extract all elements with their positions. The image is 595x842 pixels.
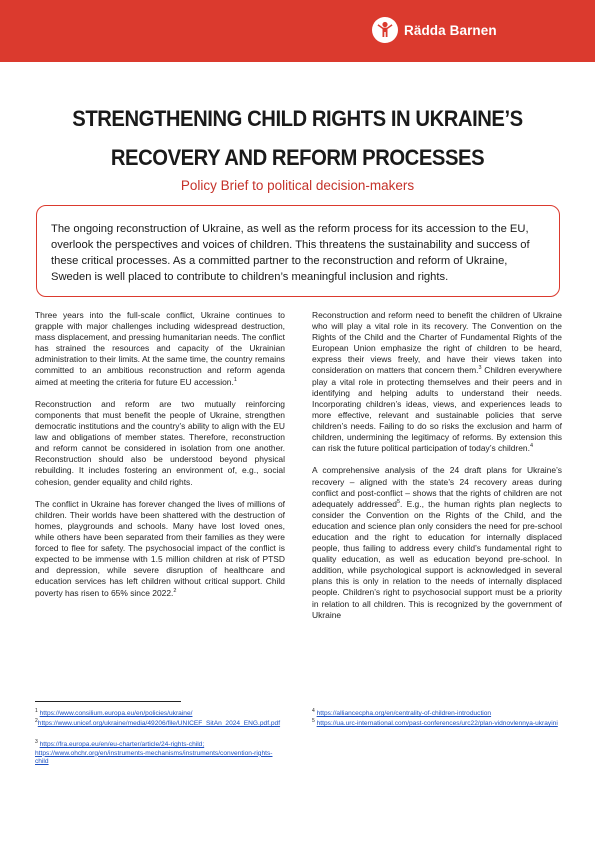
- left-column: [35, 310, 285, 610]
- summary-callout: [36, 205, 560, 297]
- footnote-2: [35, 717, 285, 729]
- footnote-link[interactable]: https://fra.europa.eu/en/eu-charter/article/24-rights-child;: [39, 741, 205, 749]
- paragraph-text: The conflict in Ukraine has forever changed the lives of millions of children. Their worlds have been shattered with the destruction of homes, playgrounds and schools. Many have lost loved ones, while others have been separated from their families as they were forced to flee for safety. The psychosocial impact of the conflict is expected to be immense with 1.5 million children at risk of PTSD and depression, while severe disruption of healthcare and education services has left children without critical support. Child poverty has risen to 65% since 2022.: [35, 498, 285, 598]
- brand-name: Rädda Barnen: [404, 22, 497, 38]
- footnote-divider: [35, 701, 181, 702]
- footnote-ref[interactable]: 3: [478, 365, 482, 372]
- footnote-number: 5: [312, 718, 315, 724]
- paragraph-text: A comprehensive analysis of the 24 draft plans for Ukraine’s recovery – aligned with the state’s 24 recovery areas during conflict and post-conflict – shows that the rights of children are not adequately addressed: [312, 465, 562, 509]
- footnote-5: [312, 717, 562, 729]
- summary-text: The ongoing reconstruction of Ukraine, as well as the reform process for its accession to the EU, overlook the perspectives and voices of children. This threatens the sustainability and success of these critical processes. As a committed partner to the reconstruction and reform of Ukraine, Sweden is well placed to contribute to children’s meaningful inclusion and rights.: [51, 223, 530, 283]
- footnote-ref[interactable]: 2: [173, 587, 177, 594]
- footnote-link[interactable]: https://ua.urc-international.com/past-conferences/urc22/plan-vidnovlennya-ukrayini: [316, 720, 558, 728]
- footnote-3: [35, 738, 285, 767]
- page-title-line-2: RECOVERY AND REFORM PROCESSES: [110, 145, 485, 170]
- paragraph-text: . E.g., the human rights plan neglects to consider the Convention on the Rights of the Child, and the education and science plan only considers the need for pre-school education and the right to education for internally displaced people, thus failing to address every child’s fundamental right to quality education, as well as education beyond pre-school. In addition, while psychological support is acknowledged in several plans this is only in relation to the needs of internally displaced people. Children’s right to psychosocial support must be a priority in relation to all children. This is recognized by the government of Ukraine: [312, 498, 562, 620]
- footnote-ref[interactable]: 4: [529, 443, 533, 450]
- footnote-ref[interactable]: 1: [233, 376, 237, 383]
- footnote-link[interactable]: https://www.unicef.org/ukraine/media/49206/file/UNICEF_SitAn_2024_ENG.pdf.pdf: [37, 720, 281, 728]
- right-column: [312, 310, 562, 632]
- paragraph-text: Reconstruction and reform need to benefit the children of Ukraine who will play a vital role in its recovery. The Convention on the Rights of the Child and the Charter of Fundamental Rights of the European Union emphasize the right of children to be heard, express their views freely, and have their views taken into consideration on matters that concern them.: [312, 310, 562, 376]
- footnote-number: 3: [35, 739, 38, 745]
- body-paragraph: [312, 310, 562, 454]
- paragraph-text: Three years into the full-scale conflict, Ukraine continues to grapple with major challenges including widespread destruction, mass displacement, and pressing humanitarian needs. The conflict has strained the resources and capacity of the Ukrainian administration to their limits. At the same time, the country remains committed to an ambitious reconstruction and reform agenda aimed at meeting the criteria for future EU accession.: [35, 310, 285, 387]
- footnote-number: 4: [312, 708, 315, 714]
- page-title-line-1: STRENGTHENING CHILD RIGHTS IN UKRAINE’S: [72, 106, 523, 131]
- paragraph-text: Children everywhere play a vital role in protecting themselves and their peers and in identifying and helping adults to understand their needs. Incorporating children’s ideas, views, and experiences leads to more effective, relevant and sustainable policies that serve children’s needs. Failing to do so risks the exclusion and harm of children, undermining the legitimacy of reforms. By extension this can risk the future political participation of today’s children.: [312, 365, 562, 454]
- body-paragraph: [35, 310, 285, 388]
- page-subtitle: Policy Brief to political decision-makers: [180, 178, 415, 193]
- figure-with-raised-arms-icon: [372, 17, 398, 43]
- body-paragraph: [312, 465, 562, 620]
- footnote-link[interactable]: https://www.ohchr.org/en/instruments-mechanisms/instruments/convention-rights-child: [35, 749, 273, 766]
- footnote-ref[interactable]: 5: [396, 498, 400, 505]
- footnote-number: 2: [35, 718, 38, 724]
- footnote-link[interactable]: https://www.consilium.europa.eu/en/policies/ukraine/: [39, 710, 193, 718]
- header-bar: [0, 0, 595, 62]
- body-paragraph: [35, 499, 285, 599]
- footnote-link[interactable]: https://alliancecpha.org/en/centrality-of-children-introduction: [316, 710, 492, 718]
- brand-logo[interactable]: [372, 16, 497, 44]
- footnote-number: 1: [35, 708, 38, 714]
- body-paragraph: Reconstruction and reform are two mutually reinforcing components that must benefit the people of Ukraine, strengthen democratic institutions and the country’s ability to align with the EU law and obligations of member states. Therefore, reconstruction and reform cannot be considered in isolation from one another. Reconstruction should also be understood beyond physical rebuilding. It includes fostering an environment of, e.g., social cohesion, gender equality and child rights.: [35, 398, 285, 487]
